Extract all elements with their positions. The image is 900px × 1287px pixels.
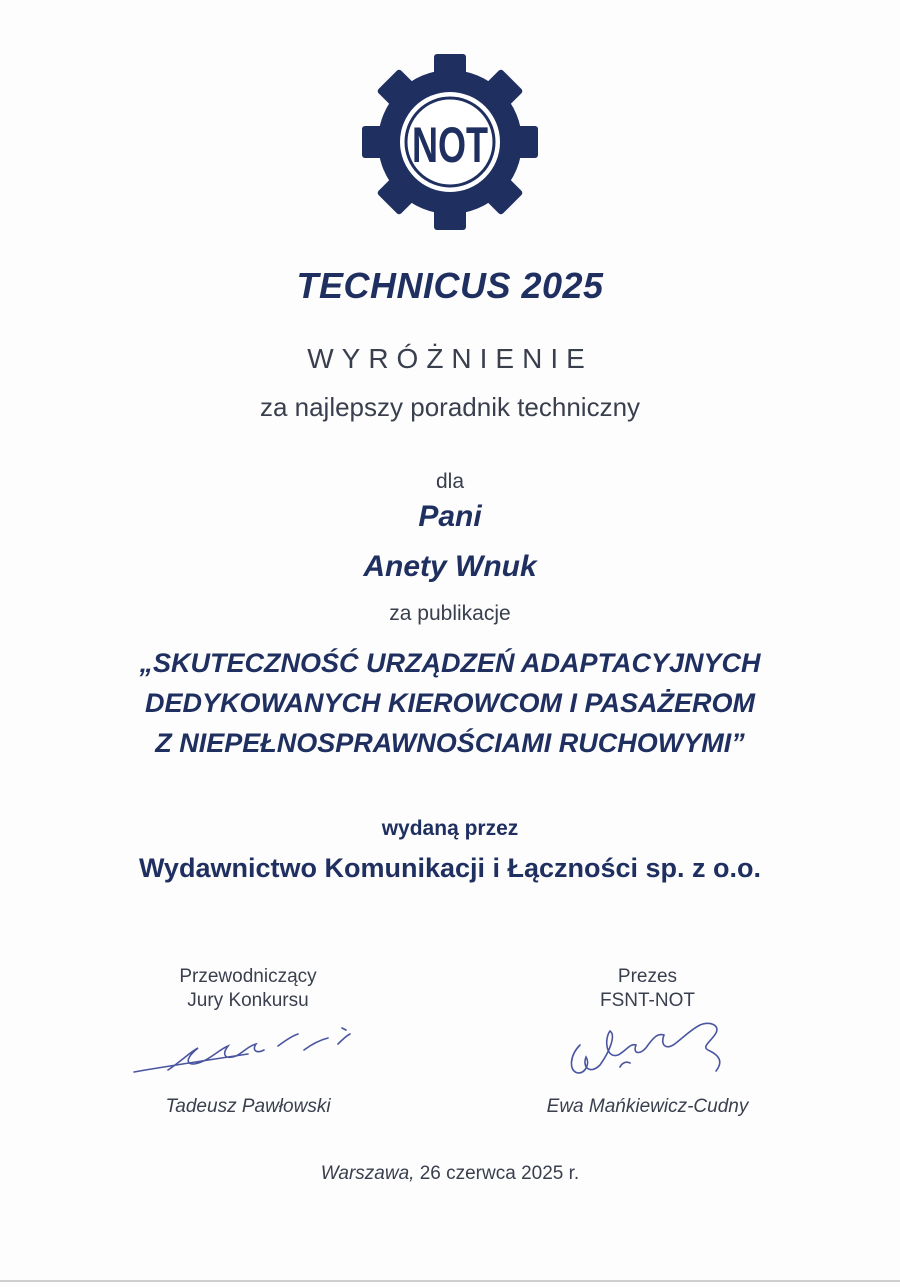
page-edge-divider — [0, 1280, 900, 1282]
logo-text: NOT — [412, 117, 488, 173]
president-role-line1: Prezes — [617, 966, 678, 987]
place-and-date — [0, 1163, 900, 1185]
not-gear-logo — [360, 52, 540, 232]
president-signature — [560, 1015, 740, 1087]
president-role — [520, 965, 775, 1013]
recipient-prefix: dla — [435, 470, 465, 493]
president-role-line2: FSNT-NOT — [600, 990, 695, 1011]
publisher-name: Wydawnictwo Komunikacji i Łączności sp. z o.o. — [138, 853, 762, 883]
recipient-name: Anety Wnuk — [363, 550, 537, 583]
jury-chair-role-line1: Przewodniczący — [179, 966, 317, 987]
competition-title: TECHNICUS 2025 — [296, 265, 604, 306]
publication-title-line: DEDYKOWANYCH KIEROWCOM I PASAŻEROM — [144, 688, 755, 718]
city: Warszawa, — [320, 1163, 415, 1184]
date: 26 czerwca 2025 r. — [419, 1163, 580, 1184]
publication-label: za publikacje — [389, 602, 511, 625]
president-name: Ewa Mańkiewicz-Cudny — [546, 1096, 749, 1117]
publication-title-line: „SKUTECZNOŚĆ URZĄDZEŃ ADAPTACYJNYCH — [139, 648, 761, 678]
jury-chair-role-line2: Jury Konkursu — [187, 990, 309, 1011]
award-type: WYRÓŻNIENIE — [307, 343, 593, 374]
jury-chair-role — [118, 965, 378, 1013]
publication-title — [0, 643, 900, 763]
jury-chair-name: Tadeusz Pawłowski — [165, 1096, 331, 1117]
jury-chair-signature — [128, 1020, 358, 1080]
recipient-title: Pani — [418, 500, 482, 533]
publication-title-line: Z NIEPEŁNOSPRAWNOŚCIAMI RUCHOWYMI” — [155, 728, 745, 758]
issued-by-label: wydaną przez — [381, 817, 519, 840]
award-category: za najlepszy poradnik techniczny — [259, 392, 641, 422]
